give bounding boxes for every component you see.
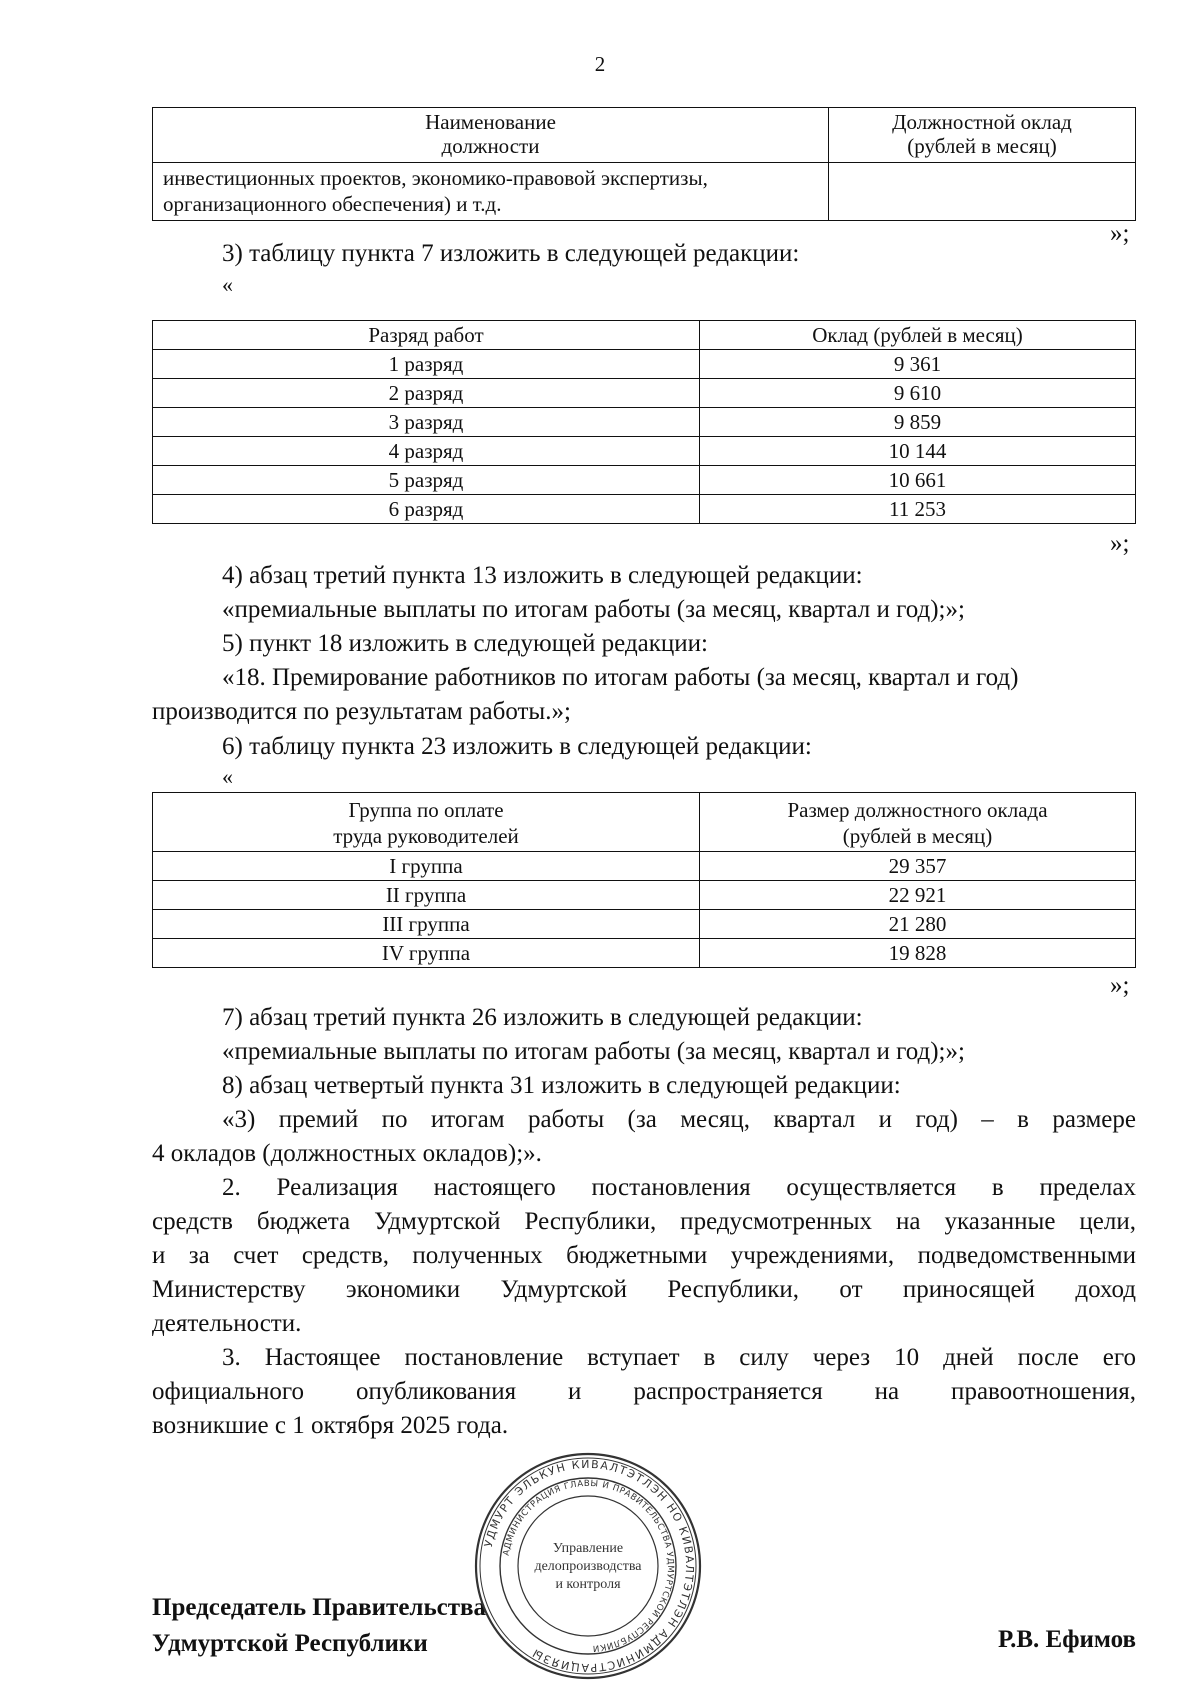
item-6: 6) таблицу пункта 23 изложить в следующей редакции: xyxy=(222,733,812,760)
seal-center-line2: делопроизводства xyxy=(534,1559,642,1574)
closing-quote: »; xyxy=(1110,972,1130,999)
seal-inner-text: АДМИНИСТРАЦИЯ ГЛАВЫ И ПРАВИТЕЛЬСТВА УДМУРТСКОЙ РЕСПУБЛИКИ xyxy=(501,1478,676,1653)
work-grade-table xyxy=(152,320,1136,524)
table-row xyxy=(153,408,1136,437)
seal-center-line3: и контроля xyxy=(555,1577,621,1592)
header-salary: Оклад (рублей в месяц) xyxy=(700,321,1136,350)
table-row xyxy=(153,495,1136,524)
signatory-name: Р.В. Ефимов xyxy=(997,1626,1136,1653)
salary-cell: 9 361 xyxy=(700,350,1136,379)
para-2-line1: 2. Реализация настоящего постановления осуществляется в пределах xyxy=(222,1174,1136,1201)
header-position-name: Наименование должности xyxy=(153,108,829,163)
grade-cell: 6 разряд xyxy=(153,495,700,524)
salary-cell: 9 610 xyxy=(700,379,1136,408)
salary-cell: 9 859 xyxy=(700,408,1136,437)
official-seal-stamp xyxy=(468,1446,708,1686)
para-2-line3: и за счет средств, полученных бюджетными учреждениями, подведомственными xyxy=(152,1242,1136,1269)
positions-salary-table xyxy=(152,107,1136,221)
item-4-text: «премиальные выплаты по итогам работы (за месяц, квартал и год);»; xyxy=(222,596,965,623)
item-7-text: «премиальные выплаты по итогам работы (за месяц, квартал и год);»; xyxy=(222,1038,965,1065)
grade-cell: 3 разряд xyxy=(153,408,700,437)
signatory-title-line1: Председатель Правительства xyxy=(152,1594,487,1621)
opening-quote: « xyxy=(222,764,233,789)
grade-cell: 5 разряд xyxy=(153,466,700,495)
seal-center-line1: Управление xyxy=(552,1541,624,1556)
header-group: Группа по оплате труда руководителей xyxy=(153,793,700,852)
table-row xyxy=(153,852,1136,881)
table-row xyxy=(153,910,1136,939)
para-3-line2: официального опубликования и распространяется на правоотношения, xyxy=(152,1378,1136,1405)
continued-position-cell: инвестиционных проектов, экономико-правовой экспертизы, организационного обеспечения) и т.д. xyxy=(153,163,829,221)
header-salary: Должностной оклад (рублей в месяц) xyxy=(829,108,1136,163)
para-2-line4: Министерству экономики Удмуртской Республики, от приносящей доход xyxy=(152,1276,1136,1303)
group-cell: IV группа xyxy=(153,939,700,968)
salary-cell: 29 357 xyxy=(700,852,1136,881)
group-cell: II группа xyxy=(153,881,700,910)
signatory-title xyxy=(152,1590,486,1662)
group-cell: III группа xyxy=(153,910,700,939)
grade-cell: 2 разряд xyxy=(153,379,700,408)
header-grade: Разряд работ xyxy=(153,321,700,350)
salary-cell: 11 253 xyxy=(700,495,1136,524)
grade-cell: 1 разряд xyxy=(153,350,700,379)
page-number: 2 xyxy=(594,52,606,76)
seal-outer-text: УДМУРТ ЭЛЬКУН КИВАЛТЭТЛЭН НО КИВАЛТЭТЛЭН АДМИНИСТРАЦИЯЗЫ xyxy=(481,1457,697,1675)
header-salary-size: Размер должностного оклада (рублей в месяц) xyxy=(700,793,1136,852)
table-header-row xyxy=(153,321,1136,350)
manager-group-table xyxy=(152,792,1136,968)
para-3-line3: возникшие с 1 октября 2025 года. xyxy=(152,1412,509,1439)
item-3: 3) таблицу пункта 7 изложить в следующей редакции: xyxy=(222,240,800,267)
para-2-line2: средств бюджета Удмуртской Республики, предусмотренных на указанные цели, xyxy=(152,1208,1136,1235)
item-5-text-line1: «18. Премирование работников по итогам работы (за месяц, квартал и год) xyxy=(222,664,1019,691)
item-8-text-line2: 4 окладов (должностных окладов);». xyxy=(152,1140,542,1167)
salary-cell: 21 280 xyxy=(700,910,1136,939)
opening-quote: « xyxy=(222,272,233,297)
table-row xyxy=(153,939,1136,968)
para-3-line1: 3. Настоящее постановление вступает в силу через 10 дней после его xyxy=(222,1344,1136,1371)
table-row xyxy=(153,163,1136,221)
item-7: 7) абзац третий пункта 26 изложить в следующей редакции: xyxy=(222,1004,863,1031)
salary-cell: 19 828 xyxy=(700,939,1136,968)
salary-cell: 22 921 xyxy=(700,881,1136,910)
item-5-text-line2: производится по результатам работы.»; xyxy=(152,698,571,725)
grade-cell: 4 разряд xyxy=(153,437,700,466)
item-4: 4) абзац третий пункта 13 изложить в следующей редакции: xyxy=(222,562,863,589)
group-cell: I группа xyxy=(153,852,700,881)
signatory-title-line2: Удмуртской Республики xyxy=(152,1630,428,1657)
table-row xyxy=(153,881,1136,910)
item-5: 5) пункт 18 изложить в следующей редакции: xyxy=(222,630,708,657)
table-header-row xyxy=(153,108,1136,163)
item-8-text-line1: «3) премий по итогам работы (за месяц, квартал и год) – в размере xyxy=(222,1106,1136,1133)
closing-quote: »; xyxy=(1110,220,1130,247)
salary-cell: 10 144 xyxy=(700,437,1136,466)
closing-quote: »; xyxy=(1110,530,1130,557)
continued-salary-cell xyxy=(829,163,1136,221)
para-2-line5: деятельности. xyxy=(152,1310,302,1337)
item-8: 8) абзац четвертый пункта 31 изложить в следующей редакции: xyxy=(222,1072,901,1099)
table-row xyxy=(153,466,1136,495)
table-row xyxy=(153,350,1136,379)
table-row xyxy=(153,379,1136,408)
table-row xyxy=(153,437,1136,466)
table-header-row xyxy=(153,793,1136,852)
salary-cell: 10 661 xyxy=(700,466,1136,495)
